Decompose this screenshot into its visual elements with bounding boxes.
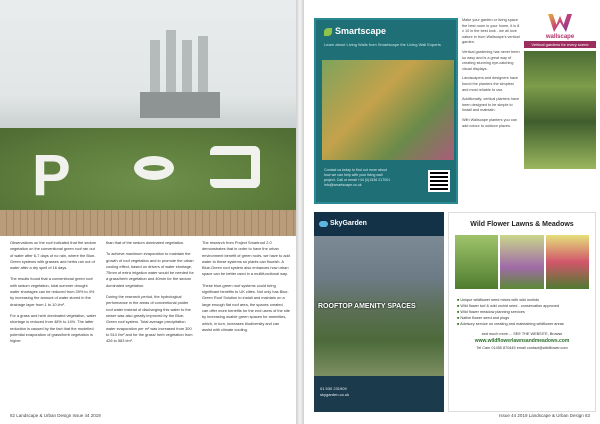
list-item: ■ Wild flower turf & wild orchid seed - conservation approved [457,303,587,309]
website-link[interactable]: www.wildflowerlawnsandmeadows.com [474,338,570,344]
paragraph: Make your garden or living space the best room in your home, it is 8 x 10 in the best look - we all love nature in from Wallscape's vertical garden. [462,18,520,45]
wildflower-photos [455,235,589,289]
wildflower-title: Wild Flower Lawns & Meadows [470,221,574,228]
letter-shape [210,146,260,188]
list-item: ■ Native flower seed and plugs [457,315,587,321]
paragraph: For a grass and herb dominated vegetation, water shortage is reduced from 48% to 14%. The latter reduction is caused by the fact that the modelled potential evaporation of grass/herb vegetation is higher [10,312,97,344]
smartscape-tagline: Learn about Living Walls from Smartscape the Living Wall Experts [324,42,441,47]
list-item: ■ Unique wildflower seed mixes with wild orchids [457,297,587,303]
qr-code-icon[interactable] [428,170,450,192]
paragraph: The results found that a conventional green roof with sedum vegetation, total summer drought water shortages can be reduced from 39% to 4% by increasing the amount of water stored in the drainage layer from 1 to 10 l/m². [10,276,95,307]
smartscape-ad[interactable] [314,18,458,204]
text-column-2 [106,240,194,408]
wallscape-ad[interactable] [524,14,596,200]
timber-deck [0,210,296,236]
article-text [10,240,290,408]
leaf-icon [324,28,332,36]
w-logo-icon [548,14,572,32]
skygarden-logo: SkyGarden [314,212,444,236]
paragraph: Additionally, vertical planters have been designed to be simple to install and maintain. [462,97,520,113]
meadow-photo [500,235,543,289]
cloud-icon [319,221,328,227]
text-column-1 [10,240,98,408]
vertical-garden-photo [524,51,596,169]
paragraph: Observations on the roof indicated that the sedum vegetation on the conventional green roof ran out of water after 6-7 days of no rain, where the Blue-Green systems with grasses and herbs ran out of water after a dry spell of 16 days. [10,240,97,271]
smartscape-contact: Contact us today to find out more about how we can help with your living wall project. Call or email +44 (0)1536 217001 info@smartscape.co.uk [324,168,391,187]
contact-line: Tel Cam 01455 870445 email contact@wildflower.com [476,346,568,350]
list-item: ■ Wild flower meadow planning services [457,309,587,315]
paragraph: Landscapers and designers have found the planters the simplest and most reliable to use. [462,76,518,92]
wildflower-ad[interactable] [448,212,596,412]
list-item: ■ Advisory service on creating and maintaining wildflower areas [457,321,587,327]
paragraph: The research from Project Smartroof 2.0 demonstrates that in order to have the urban environment benefit of green roofs, we have to add water to these systems so plants can flourish. A Blue-Green roof system also enhances how urban space can be better used in a multifunctional way. [202,240,290,277]
wallscape-banner: Vertical gardens for every scene [524,41,596,48]
smartscape-logo: Smartscape [324,26,386,36]
paragraph: These blue-green roof systems could bring significant benefits to UK cities. Not only has Blue-Green Roof Solution to install and maintain on a large enough flat roof area, the spaces created can offer more benefits for the end users of the site by increasing usable green spaces for amenities, which, in turn, increases biodiversity and can assist with climate cooling. [202,282,290,332]
paragraph: Vertical gardening has never been so easy and is a great way of creating stunning eye-catching visual displays. [462,49,520,71]
wildflower-list [457,297,587,327]
paragraph: To achieve maximum evaporation to maintain the growth of roof vegetation and to promote the urban cooling effect, based on drivers of water shortage, 75mm of extra irrigation water would be needed for a grass/herb vegetation and 40mm for the sedum dominated vegetation. [106,251,194,288]
skygarden-headline: ROOFTOP AMENITY SPACES [318,303,416,310]
wallscape-logo: wallscape [524,14,596,40]
text-column-3 [202,240,290,408]
rooftop-photo [0,0,296,236]
power-station [140,92,220,118]
right-page [304,0,600,424]
left-page [0,0,296,424]
letter-o [134,156,174,180]
right-folio: Issue 44 2019 Landscape & Urban Design 63 [499,413,590,418]
paragraph: During the research period, the hydrological performance in the areas of conventional polder roof water instead of discharging this water to the sewer was also greatly improved by the Blue-Green roof system. Total average precipitation water evaporation per m² was increased from 300 to 514 l/m² and for the grass/ herb vegetation from 426 to 583 l/m². [106,294,193,344]
phone-number: 01 530 231909 [320,386,347,391]
meadow-photo [455,235,498,289]
letter-p: P [32,143,71,208]
skygarden-contact [314,382,444,412]
paragraph: than that of the sedum dominated vegetation. [106,240,185,245]
skygarden-ad[interactable] [314,212,444,412]
gutter [296,0,304,424]
website-link[interactable]: skygarden.co.uk [320,392,350,397]
living-wall-photo [322,60,454,160]
paragraph: With Wallscape planters you can add colour to outdoor places. [462,117,517,128]
meadow-photo [546,235,589,289]
left-folio: 62 Landscape & Urban Design Issue 44 2019 [10,413,101,418]
roof-railing [0,118,296,120]
more-text: and much more ... SEE THE WEBSITE, Browse [481,332,563,336]
wallscape-text [462,18,520,133]
